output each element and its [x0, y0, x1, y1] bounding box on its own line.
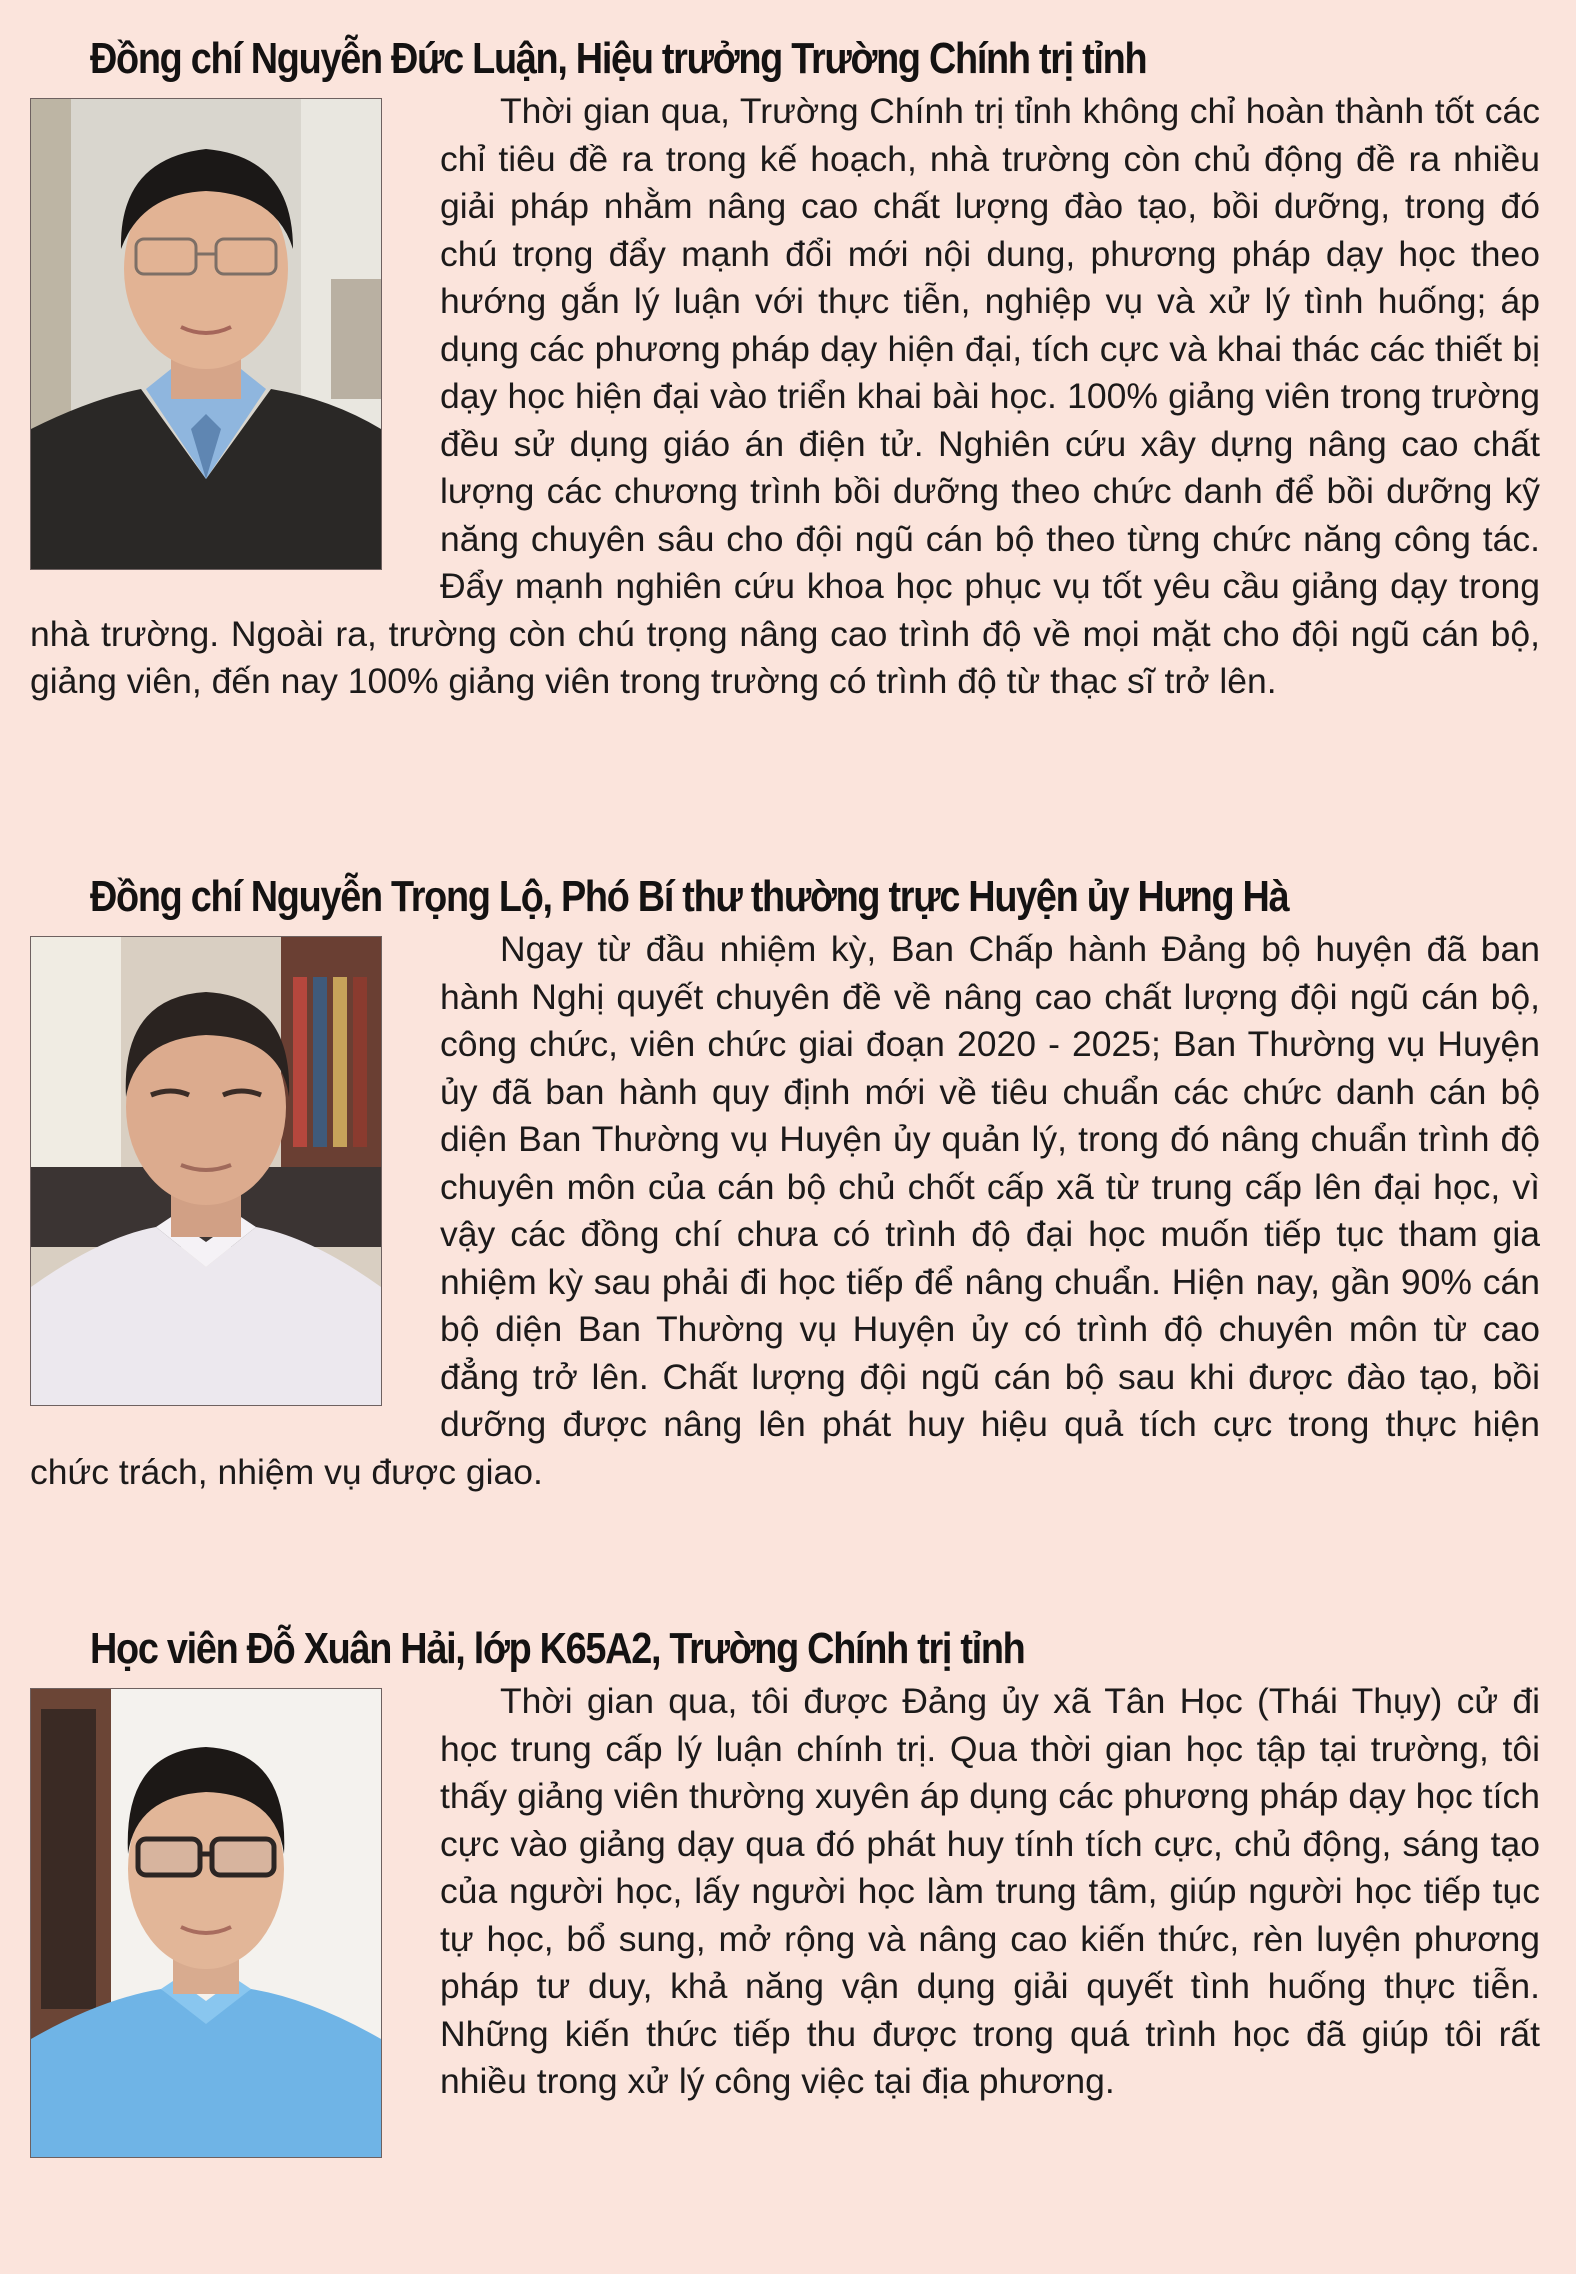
section-body: Thời gian qua, tôi được Đảng ủy xã Tân Học (Thái Thụy) cử đi học trung cấp lý luận chính trị. Qua thời gian học tập tại trường, tôi thấy giảng viên thường xuyên áp dụng các phương pháp dạy học tích cực vào giảng dạy qua đó phát huy tính tích cực, chủ động, sáng tạo của người học, lấy người học làm trung tâm, giúp người học tiếp tục tự học, bổ sung, mở rộng và nâng cao kiến thức, rèn luyện phương pháp tư duy, khả năng vận dụng giải quyết tình huống thực tiễn. Những kiến thức tiếp thu được trong quá trình học đã giúp tôi rất nhiều trong xử lý công việc tại địa phương. — [440, 1681, 1540, 2101]
section-heading: Đồng chí Nguyễn Trọng Lộ, Phó Bí thư thường trực Huyện ủy Hưng Hà — [90, 872, 1289, 921]
section-heading: Đồng chí Nguyễn Đức Luận, Hiệu trưởng Trường Chính trị tỉnh — [90, 34, 1147, 83]
interview-section-3 — [30, 1620, 1540, 2168]
portrait-photo — [30, 1688, 382, 2158]
section-heading: Học viên Đỗ Xuân Hải, lớp K65A2, Trường Chính trị tỉnh — [90, 1624, 1025, 1673]
portrait-photo — [30, 936, 382, 1406]
interview-section-1 — [30, 30, 1540, 706]
interview-section-2 — [30, 868, 1540, 1496]
section-body: Ngay từ đầu nhiệm kỳ, Ban Chấp hành Đảng bộ huyện đã ban hành Nghị quyết chuyên đề về nâng cao chất lượng đội ngũ cán bộ, công chức, viên chức giai đoạn 2020 - 2025; Ban Thường vụ Huyện ủy đã ban hành quy định mới về tiêu chuẩn các chức danh cán bộ diện Ban Thường vụ Huyện ủy quản lý, trong đó nâng chuẩn trình độ chuyên môn của cán bộ chủ chốt cấp xã từ trung cấp lên đại học, vì vậy các đồng chí chưa có trình độ đại học muốn tiếp tục tham gia nhiệm kỳ sau phải đi học tiếp để nâng chuẩn. Hiện nay, gần 90% cán bộ diện Ban Thường vụ Huyện ủy có trình độ chuyên môn từ cao đẳng trở lên. Chất lượng đội ngũ cán bộ sau khi được đào tạo, bồi dưỡng được nâng lên phát huy hiệu quả tích cực trong thực hiện chức trách, nhiệm vụ được giao. — [30, 929, 1540, 1492]
portrait-photo — [30, 98, 382, 570]
section-body: Thời gian qua, Trường Chính trị tỉnh không chỉ hoàn thành tốt các chỉ tiêu đề ra trong kế hoạch, nhà trường còn chủ động đề ra nhiều giải pháp nhằm nâng cao chất lượng đào tạo, bồi dưỡng, trong đó chú trọng đẩy mạnh đổi mới nội dung, phương pháp dạy học theo hướng gắn lý luận với thực tiễn, nghiệp vụ và xử lý tình huống; áp dụng các phương pháp dạy hiện đại, tích cực và khai thác các thiết bị dạy học hiện đại vào triển khai bài học. 100% giảng viên trong trường đều sử dụng giáo án điện tử. Nghiên cứu xây dựng nâng cao chất lượng các chương trình bồi dưỡng theo chức danh để bồi dưỡng kỹ năng chuyên sâu cho đội ngũ cán bộ theo từng chức năng công tác. Đẩy mạnh nghiên cứu khoa học phục vụ tốt yêu cầu giảng dạy trong nhà trường. Ngoài ra, trường còn chú trọng nâng cao trình độ về mọi mặt cho đội ngũ cán bộ, giảng viên, đến nay 100% giảng viên trong trường có trình độ từ thạc sĩ trở lên. — [30, 91, 1540, 701]
